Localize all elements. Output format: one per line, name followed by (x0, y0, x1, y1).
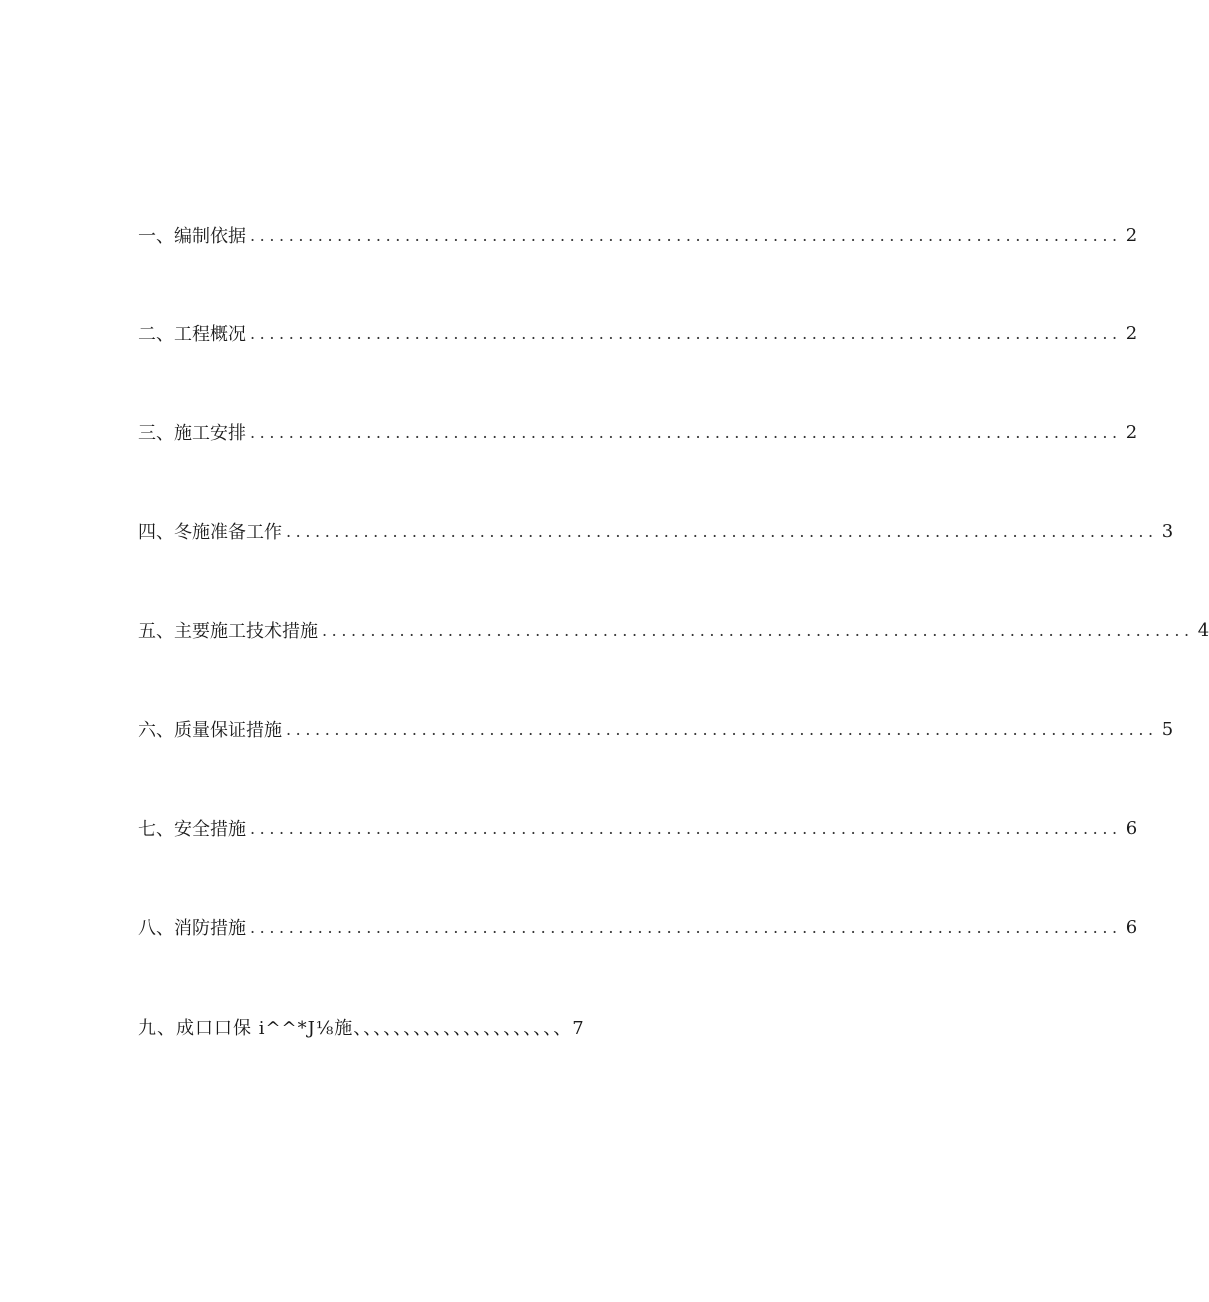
toc-page-number: 3 (1161, 520, 1174, 542)
toc-dot-leader: .......................................................................................... (250, 323, 1122, 343)
toc-entry-label: 五、主要施工技术措施 (138, 621, 318, 642)
toc-entry-label: 一、编制依据 (138, 226, 246, 247)
toc-entry-label: 六、质量保证措施 (138, 720, 282, 741)
toc-dot-leader: .......................................................................................... (250, 225, 1122, 245)
toc-dot-leader: .......................................................................................... (286, 521, 1158, 541)
toc-entry[interactable] (138, 517, 1174, 545)
toc-page-number: 5 (1161, 718, 1174, 740)
toc-entry[interactable] (138, 814, 1138, 842)
toc-entry-label: 二、工程概况 (138, 324, 246, 345)
toc-dot-leader: .......................................................................................... (322, 620, 1194, 640)
toc-page-number: 4 (1197, 619, 1209, 641)
toc-entry-label: 七、安全措施 (138, 819, 246, 840)
toc-page-number: 6 (1125, 817, 1138, 839)
toc-entry-label: 三、施工安排 (138, 423, 246, 444)
toc-dot-leader: .......................................................................................... (250, 818, 1122, 838)
toc-entry[interactable] (138, 221, 1138, 249)
toc-page-number: 2 (1125, 224, 1138, 246)
toc-dot-leader: .......................................................................................... (250, 422, 1122, 442)
toc-page-number: 2 (1125, 421, 1138, 443)
toc-dot-leader: .......................................................................................... (286, 719, 1158, 739)
toc-entry-label: 八、消防措施 (138, 918, 246, 939)
toc-page-number: 6 (1125, 916, 1138, 938)
toc-dot-leader: .......................................................................................... (250, 917, 1122, 937)
toc-entry[interactable] (138, 319, 1138, 347)
toc-entry[interactable] (138, 715, 1174, 743)
toc-entry[interactable] (138, 616, 1209, 644)
toc-entry-garbled[interactable]: 九、成口口保 i^^*J⅛施、、、、、、、、、、、、、、、、、、、、、7 (138, 1018, 585, 1039)
toc-page-number: 2 (1125, 322, 1138, 344)
toc-entry-label: 四、冬施准备工作 (138, 522, 282, 543)
toc-entry[interactable] (138, 913, 1138, 941)
toc-entry[interactable] (138, 418, 1138, 446)
